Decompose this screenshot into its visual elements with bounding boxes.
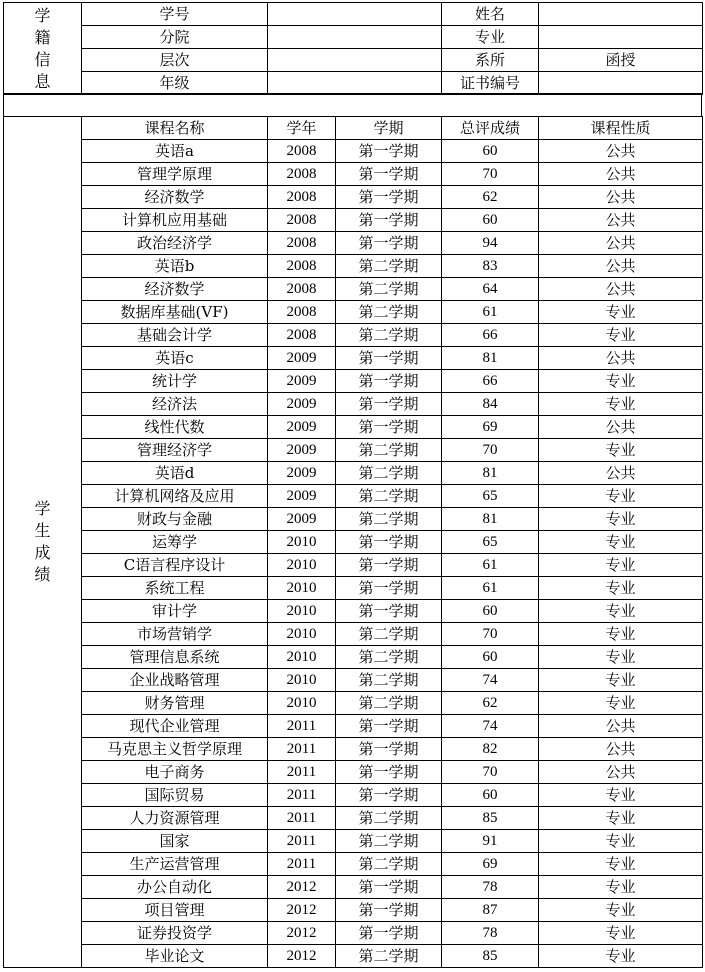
cell-course: 审计学 [82,600,268,623]
table-row [4,646,703,669]
cell-term: 第二学期 [336,278,442,301]
cell-term: 第二学期 [336,485,442,508]
cell-term: 第一学期 [336,416,442,439]
cell-course: 财政与金融 [82,508,268,531]
cell-course: 人力资源管理 [82,807,268,830]
cell-score: 78 [442,922,539,945]
cell-course: 项目管理 [82,899,268,922]
cell-course: 基础会计学 [82,324,268,347]
cell-term: 第二学期 [336,646,442,669]
cell-nature: 公共 [539,347,703,370]
cell-score: 60 [442,784,539,807]
cell-term: 第二学期 [336,439,442,462]
cell-course: 计算机网络及应用 [82,485,268,508]
cell-nature: 专业 [539,853,703,876]
cell-course: 国家 [82,830,268,853]
table-row [4,370,703,393]
info-row [4,49,703,72]
department-label: 系所 [442,49,539,72]
cell-score: 65 [442,531,539,554]
cell-score: 60 [442,600,539,623]
cell-term: 第一学期 [336,600,442,623]
table-row [4,186,703,209]
cell-nature: 专业 [539,508,703,531]
name-label: 姓名 [442,3,539,26]
cell-year: 2010 [268,554,336,577]
cell-course: 生产运营管理 [82,853,268,876]
name-value [539,3,703,26]
cell-score: 61 [442,301,539,324]
cell-score: 62 [442,186,539,209]
spacer-table [3,93,702,117]
cell-year: 2012 [268,899,336,922]
cell-nature: 专业 [539,370,703,393]
cell-nature: 专业 [539,531,703,554]
cell-course: 英语a [82,140,268,163]
table-row [4,600,703,623]
table-row [4,416,703,439]
header-score: 总评成绩 [442,117,539,140]
cell-score: 60 [442,646,539,669]
cell-nature: 公共 [539,278,703,301]
cell-year: 2008 [268,278,336,301]
cell-score: 66 [442,324,539,347]
cell-score: 81 [442,462,539,485]
cell-score: 61 [442,554,539,577]
cell-course: 统计学 [82,370,268,393]
cell-term: 第一学期 [336,577,442,600]
cell-course: 运筹学 [82,531,268,554]
cell-score: 70 [442,439,539,462]
cell-year: 2009 [268,508,336,531]
cell-course: 国际贸易 [82,784,268,807]
info-section-label: 学 籍 信 息 [4,3,82,95]
cell-year: 2009 [268,393,336,416]
cell-term: 第一学期 [336,784,442,807]
certificate-value [539,72,703,95]
cell-score: 87 [442,899,539,922]
cell-nature: 专业 [539,830,703,853]
cell-nature: 公共 [539,209,703,232]
table-row [4,761,703,784]
cell-year: 2008 [268,140,336,163]
table-row [4,922,703,945]
cell-nature: 专业 [539,623,703,646]
cell-nature: 专业 [539,301,703,324]
cell-term: 第二学期 [336,255,442,278]
table-row [4,577,703,600]
table-row [4,209,703,232]
cell-score: 65 [442,485,539,508]
cell-score: 70 [442,761,539,784]
table-row [4,255,703,278]
cell-year: 2009 [268,347,336,370]
cell-term: 第二学期 [336,692,442,715]
cell-year: 2009 [268,439,336,462]
cell-term: 第二学期 [336,807,442,830]
cell-course: 政治经济学 [82,232,268,255]
cell-year: 2011 [268,807,336,830]
cell-course: 管理信息系统 [82,646,268,669]
level-value [268,49,442,72]
cell-year: 2011 [268,853,336,876]
info-row [4,26,703,49]
cell-term: 第一学期 [336,531,442,554]
cell-course: 管理经济学 [82,439,268,462]
cell-nature: 专业 [539,922,703,945]
cell-nature: 公共 [539,140,703,163]
cell-nature: 专业 [539,784,703,807]
grades-table [3,116,703,968]
cell-nature: 公共 [539,255,703,278]
cell-course: 马克思主义哲学原理 [82,738,268,761]
cell-score: 60 [442,209,539,232]
table-row [4,140,703,163]
grades-header-row [4,117,703,140]
level-label: 层次 [82,49,268,72]
cell-score: 85 [442,807,539,830]
cell-year: 2009 [268,462,336,485]
cell-year: 2008 [268,324,336,347]
cell-year: 2011 [268,830,336,853]
cell-nature: 公共 [539,232,703,255]
cell-term: 第二学期 [336,945,442,968]
cell-course: 英语d [82,462,268,485]
student-info-table [3,2,703,95]
cell-term: 第二学期 [336,462,442,485]
cell-year: 2010 [268,623,336,646]
cell-year: 2011 [268,715,336,738]
cell-nature: 专业 [539,899,703,922]
cell-nature: 专业 [539,324,703,347]
cell-score: 85 [442,945,539,968]
cell-year: 2012 [268,876,336,899]
cell-year: 2009 [268,416,336,439]
cell-year: 2010 [268,669,336,692]
cell-nature: 公共 [539,738,703,761]
cell-score: 70 [442,163,539,186]
cell-term: 第一学期 [336,922,442,945]
cell-score: 91 [442,830,539,853]
cell-score: 82 [442,738,539,761]
table-row [4,876,703,899]
cell-score: 69 [442,416,539,439]
cell-year: 2008 [268,186,336,209]
cell-score: 60 [442,140,539,163]
branch-label: 分院 [82,26,268,49]
cell-term: 第一学期 [336,186,442,209]
cell-term: 第二学期 [336,623,442,646]
table-row [4,945,703,968]
grade-label: 年级 [82,72,268,95]
cell-nature: 专业 [539,807,703,830]
cell-nature: 专业 [539,577,703,600]
table-row [4,853,703,876]
cell-nature: 专业 [539,439,703,462]
cell-nature: 专业 [539,945,703,968]
cell-score: 70 [442,623,539,646]
cell-score: 74 [442,715,539,738]
cell-year: 2012 [268,922,336,945]
grade-value [268,72,442,95]
cell-year: 2009 [268,370,336,393]
table-row [4,462,703,485]
cell-year: 2011 [268,784,336,807]
table-row [4,669,703,692]
cell-term: 第一学期 [336,393,442,416]
cell-score: 61 [442,577,539,600]
cell-year: 2011 [268,761,336,784]
cell-year: 2010 [268,600,336,623]
cell-term: 第一学期 [336,554,442,577]
table-row [4,738,703,761]
table-row [4,485,703,508]
table-row [4,623,703,646]
cell-course: 办公自动化 [82,876,268,899]
info-row [4,72,703,95]
cell-term: 第一学期 [336,899,442,922]
cell-year: 2010 [268,531,336,554]
table-row [4,301,703,324]
cell-course: 电子商务 [82,761,268,784]
cell-term: 第一学期 [336,140,442,163]
cell-term: 第一学期 [336,232,442,255]
cell-term: 第一学期 [336,761,442,784]
cell-nature: 公共 [539,186,703,209]
cell-term: 第一学期 [336,347,442,370]
cell-nature: 专业 [539,669,703,692]
cell-term: 第二学期 [336,669,442,692]
cell-nature: 专业 [539,600,703,623]
student-id-value [268,3,442,26]
table-row [4,439,703,462]
table-row [4,692,703,715]
cell-year: 2009 [268,485,336,508]
cell-nature: 专业 [539,692,703,715]
cell-term: 第二学期 [336,853,442,876]
cell-term: 第一学期 [336,163,442,186]
header-term: 学期 [336,117,442,140]
cell-course: 经济数学 [82,186,268,209]
cell-score: 69 [442,853,539,876]
cell-course: 管理学原理 [82,163,268,186]
cell-score: 94 [442,232,539,255]
header-course: 课程名称 [82,117,268,140]
cell-score: 66 [442,370,539,393]
cell-course: 毕业论文 [82,945,268,968]
cell-nature: 公共 [539,715,703,738]
cell-nature: 公共 [539,761,703,784]
table-row [4,531,703,554]
cell-nature: 公共 [539,416,703,439]
table-row [4,830,703,853]
cell-nature: 公共 [539,163,703,186]
cell-year: 2008 [268,232,336,255]
cell-term: 第二学期 [336,508,442,531]
table-row [4,807,703,830]
cell-score: 83 [442,255,539,278]
cell-course: 英语c [82,347,268,370]
table-row [4,508,703,531]
info-row [4,3,703,26]
cell-year: 2008 [268,255,336,278]
certificate-label: 证书编号 [442,72,539,95]
table-row [4,347,703,370]
table-row [4,554,703,577]
cell-term: 第一学期 [336,209,442,232]
cell-year: 2011 [268,738,336,761]
cell-course: 系统工程 [82,577,268,600]
cell-score: 74 [442,669,539,692]
header-nature: 课程性质 [539,117,703,140]
department-value: 函授 [539,49,703,72]
cell-year: 2010 [268,692,336,715]
cell-score: 81 [442,508,539,531]
spacer-cell [4,94,702,117]
cell-course: C语言程序设计 [82,554,268,577]
cell-course: 现代企业管理 [82,715,268,738]
table-row [4,324,703,347]
cell-course: 计算机应用基础 [82,209,268,232]
table-row [4,163,703,186]
cell-course: 线性代数 [82,416,268,439]
cell-course: 经济法 [82,393,268,416]
cell-year: 2012 [268,945,336,968]
cell-year: 2008 [268,209,336,232]
cell-course: 财务管理 [82,692,268,715]
cell-year: 2010 [268,646,336,669]
header-year: 学年 [268,117,336,140]
cell-term: 第一学期 [336,715,442,738]
cell-course: 经济数学 [82,278,268,301]
table-row [4,784,703,807]
table-row [4,899,703,922]
cell-nature: 专业 [539,393,703,416]
table-row [4,393,703,416]
cell-course: 证券投资学 [82,922,268,945]
cell-nature: 专业 [539,554,703,577]
table-row [4,715,703,738]
cell-course: 企业战略管理 [82,669,268,692]
cell-score: 62 [442,692,539,715]
cell-term: 第二学期 [336,301,442,324]
cell-year: 2008 [268,301,336,324]
cell-nature: 专业 [539,485,703,508]
grades-section-label: 学 生 成 绩 [4,117,82,968]
cell-course: 市场营销学 [82,623,268,646]
cell-score: 81 [442,347,539,370]
cell-term: 第一学期 [336,370,442,393]
major-label: 专业 [442,26,539,49]
cell-course: 数据库基础(VF) [82,301,268,324]
cell-score: 78 [442,876,539,899]
cell-term: 第二学期 [336,830,442,853]
branch-value [268,26,442,49]
cell-nature: 公共 [539,462,703,485]
student-id-label: 学号 [82,3,268,26]
table-row [4,232,703,255]
cell-score: 84 [442,393,539,416]
cell-nature: 专业 [539,646,703,669]
cell-term: 第一学期 [336,738,442,761]
cell-year: 2010 [268,577,336,600]
cell-year: 2008 [268,163,336,186]
cell-term: 第二学期 [336,324,442,347]
cell-term: 第一学期 [336,876,442,899]
cell-nature: 专业 [539,876,703,899]
major-value [539,26,703,49]
cell-course: 英语b [82,255,268,278]
cell-score: 64 [442,278,539,301]
table-row [4,278,703,301]
